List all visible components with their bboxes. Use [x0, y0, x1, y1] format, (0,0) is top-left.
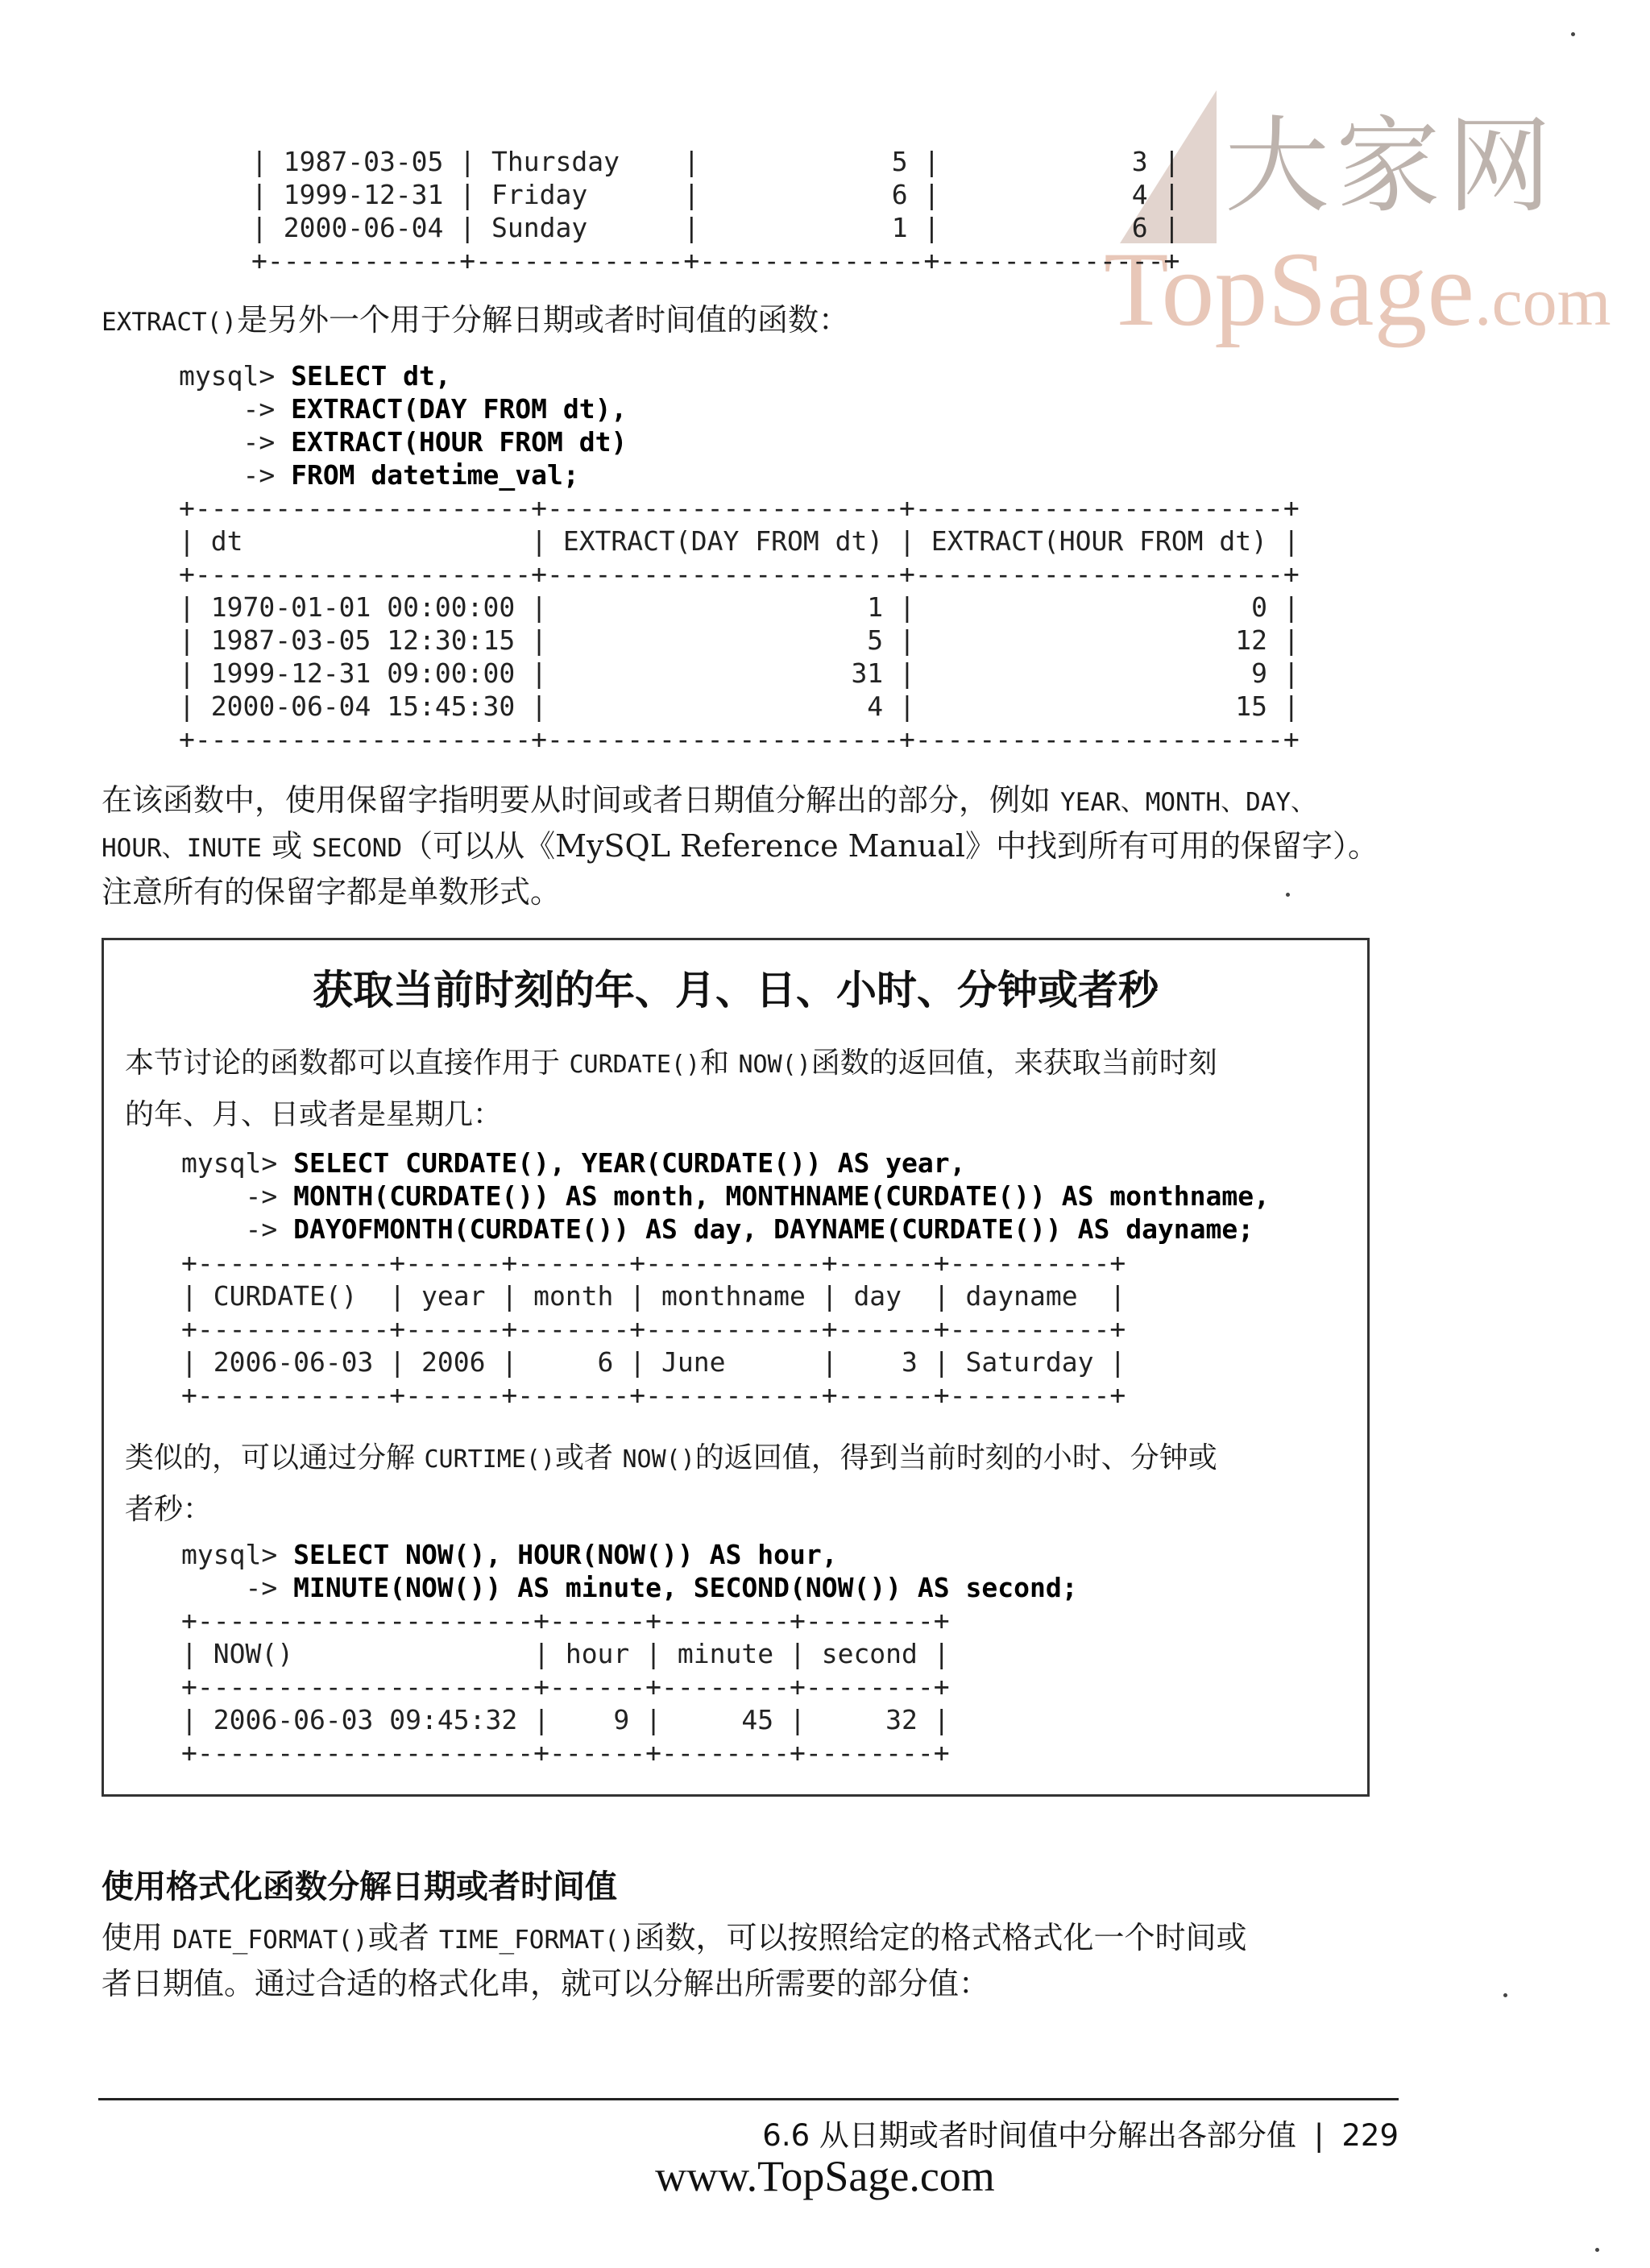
watermark-chinese: 大家网 — [1225, 105, 1559, 227]
footer-url: www.TopSage.com — [655, 2152, 995, 2200]
table-border: +------------+------+-------+-----------+------+----------+ — [181, 1247, 1126, 1279]
table-border: +---------------------+----------------------+-----------------------+ — [179, 492, 1300, 524]
table-border: +---------------------+------+--------+--------+ — [181, 1671, 950, 1702]
table-row: | 1970-01-01 00:00:00 | 1 | 0 | — [179, 591, 1300, 623]
scan-speck — [1571, 32, 1575, 36]
table-border: +------------+-------------+--------------+--------------+ — [251, 245, 1180, 276]
table-border: +---------------------+------+--------+--------+ — [181, 1605, 950, 1636]
box-similar-paragraph: 类似的，可以通过分解 CURTIME()或者 NOW()的返回值，得到当前时刻的小时、分钟或 者秒： — [125, 1441, 1217, 1526]
result-table-now — [181, 1604, 950, 1769]
extract-intro-paragraph: EXTRACT()是另外一个用于分解日期或者时间值的函数： — [102, 302, 849, 338]
table-row: | 2006-06-03 09:45:32 | 9 | 45 | 32 | — [181, 1704, 950, 1735]
footer-section-title: 6.6 从日期或者时间值中分解出各部分值 — [762, 2118, 1296, 2153]
table-row: | 1999-12-31 09:00:00 | 31 | 9 | — [179, 657, 1300, 689]
table-row: | 2006-06-03 | 2006 | 6 | June | 3 | Saturday | — [181, 1346, 1126, 1378]
table-border: +------------+------+-------+-----------+------+----------+ — [181, 1379, 1126, 1411]
scan-speck — [1503, 1993, 1507, 1997]
scan-speck — [1286, 893, 1290, 897]
code-block-now: mysql> SELECT NOW(), HOUR(NOW()) AS hour, -> MINUTE(NOW()) AS minute, SECOND(NOW()) AS second; — [181, 1539, 1078, 1603]
page-number: 229 — [1341, 2118, 1399, 2153]
table-header: | NOW() | hour | minute | second | — [181, 1638, 950, 1669]
table-row: | 2000-06-04 | Sunday | 1 | 6 | — [251, 212, 1180, 243]
scan-speck — [1595, 2248, 1599, 2252]
result-table-extract — [179, 491, 1300, 756]
table-row: | 2000-06-04 15:45:30 | 4 | 15 | — [179, 690, 1300, 722]
sidebar-box — [102, 938, 1370, 1797]
reserved-words-paragraph: 在该函数中，使用保留字指明要从时间或者日期值分解出的部分，例如 YEAR、MONTH、DAY、 HOUR、INUTE 或 SECOND（可以从《MySQL Reference Manual》中找到所有可用的保留字）。 注意所有的保留字都是单数形式。 — [102, 782, 1378, 910]
date-format-paragraph: 使用 DATE_FORMAT()或者 TIME_FORMAT()函数，可以按照给定的格式格式化一个时间或 者日期值。通过合适的格式化串，就可以分解出所需要的部分值： — [102, 1920, 1247, 2001]
table-border: +---------------------+----------------------+-----------------------+ — [179, 558, 1300, 590]
table-header: | dt | EXTRACT(DAY FROM dt) | EXTRACT(HOUR FROM dt) | — [179, 525, 1300, 557]
box-title: 获取当前时刻的年、月、日、小时、分钟或者秒 — [313, 967, 1159, 1014]
table-border: +------------+------+-------+-----------+------+----------+ — [181, 1313, 1126, 1345]
box-intro-paragraph: 本节讨论的函数都可以直接作用于 CURDATE()和 NOW()函数的返回值，来获取当前时刻 的年、月、日或者是星期几： — [125, 1047, 1217, 1131]
footer-separator: | — [1313, 2118, 1325, 2153]
watermark-latin: TopSage.com — [1104, 230, 1611, 348]
table-row: | 1987-03-05 12:30:15 | 5 | 12 | — [179, 624, 1300, 656]
code-block-extract: mysql> SELECT dt, -> EXTRACT(DAY FROM dt), -> EXTRACT(HOUR FROM dt) -> FROM datetime_val; — [179, 360, 628, 491]
running-footer — [762, 2111, 1399, 2154]
result-table-curdate — [181, 1246, 1126, 1412]
section-heading: 使用格式化函数分解日期或者时间值 — [102, 1868, 617, 1905]
table-border: +---------------------+------+--------+--------+ — [181, 1737, 950, 1768]
result-table-top — [251, 145, 1179, 277]
table-row: | 1987-03-05 | Thursday | 5 | 3 | — [251, 146, 1180, 177]
table-row: | 1999-12-31 | Friday | 6 | 4 | — [251, 179, 1180, 210]
table-border: +---------------------+----------------------+-----------------------+ — [179, 724, 1300, 755]
code-block-curdate: mysql> SELECT CURDATE(), YEAR(CURDATE()) AS year, -> MONTH(CURDATE()) AS month, MONTHNAME(CURDATE()) AS monthname, -> DAYOFMONTH(CURDATE()) AS day, DAYNAME(CURDATE()) AS dayname; — [181, 1147, 1271, 1245]
footer-rule — [98, 2098, 1399, 2100]
table-header: | CURDATE() | year | month | monthname | day | dayname | — [181, 1280, 1126, 1312]
